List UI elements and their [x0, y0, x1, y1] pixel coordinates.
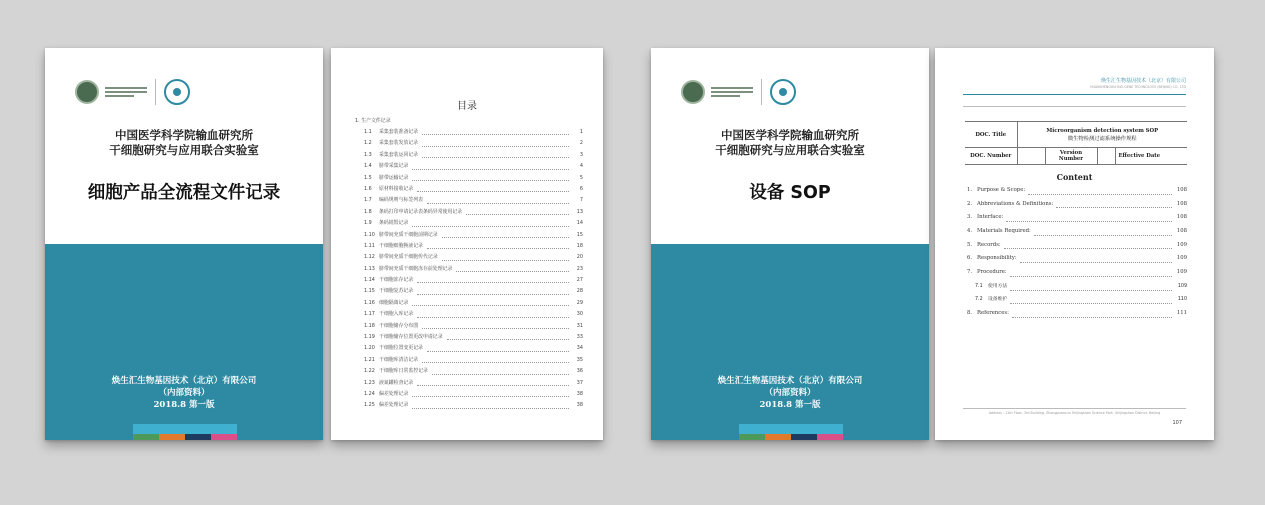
toc-entry-page: 31 — [576, 322, 583, 329]
toc-entry-number: 1.3 — [364, 151, 372, 158]
cover-page-sop — [651, 48, 929, 440]
toc-entry-label: 条码打印申请记录表条码异常使用记录 — [379, 208, 463, 215]
toc-entry-label: 干细胞位置变更记录 — [379, 345, 424, 352]
toc-entry — [355, 138, 583, 149]
toc-entry-label: 干细胞库清洁记录 — [379, 356, 419, 363]
leader-dots — [422, 328, 569, 329]
toc-entry-label: 偏差处理记录 — [379, 390, 409, 397]
toc-entry — [355, 218, 583, 229]
toc-entry-label: 采集套装发放记录 — [379, 140, 419, 147]
toc-entry-label: 脐带间充质干细胞冻存前处理记录 — [379, 265, 453, 272]
content-entry-page: 108 — [1176, 186, 1187, 193]
leader-dots — [422, 157, 569, 158]
toc-entry-page: 6 — [579, 185, 583, 192]
leader-dots — [1056, 207, 1172, 208]
version-value — [1097, 148, 1115, 165]
toc-entry-page: 18 — [576, 242, 583, 249]
content-entry-label: Procedure: — [977, 269, 1007, 276]
toc-entry-page: 34 — [576, 345, 583, 352]
logo-text-mark — [105, 87, 147, 97]
leader-dots — [412, 180, 569, 181]
institution-name: 中国医学科学院输血研究所 干细胞研究与应用联合实验室 — [715, 128, 865, 157]
toc-entry-page: 14 — [576, 220, 583, 227]
toc-entry-number: 1.13 — [364, 265, 375, 272]
content-entry — [967, 294, 1187, 308]
toc-entry-label: 脐带运输记录 — [379, 174, 409, 181]
toc-entry — [355, 400, 583, 411]
toc-entry-label: 干细胞库日常监控记录 — [379, 368, 428, 375]
doc-number-label: DOC. Number — [965, 148, 1017, 165]
toc-entry-label: 脐带间充质干细胞前期记录 — [379, 231, 438, 238]
toc-entry — [355, 366, 583, 377]
toc-entry-label: 干细胞入库记录 — [379, 311, 414, 318]
leader-dots — [1034, 235, 1172, 236]
leader-dots — [1010, 303, 1172, 304]
toc-entry-label: 干细胞储存分布图 — [379, 322, 419, 329]
toc-entry-number: 1.22 — [364, 368, 375, 375]
content-entry-page: 109 — [1176, 255, 1187, 262]
toc-entry-label: 脐带采集记录 — [379, 163, 409, 170]
toc-entry-number: 1.19 — [364, 334, 375, 341]
toc-entry-number: 1.8 — [364, 208, 372, 215]
toc-entry-number: 1.5 — [364, 174, 372, 181]
toc-entry-number: 1.25 — [364, 402, 375, 409]
leader-dots — [422, 146, 569, 147]
color-stripes — [739, 424, 843, 440]
toc-title: 目录 — [457, 101, 477, 112]
toc-entry — [355, 286, 583, 297]
sop-content-page — [935, 48, 1214, 440]
toc-entry-page: 13 — [576, 208, 583, 215]
content-entry-number: 1. — [967, 186, 973, 193]
content-entry-label: 设备维护 — [988, 297, 1008, 303]
institute-logo-icon — [681, 80, 705, 104]
content-entry — [967, 307, 1187, 321]
toc-entry — [355, 150, 583, 161]
cover-page-records — [45, 48, 323, 440]
toc-entry — [355, 298, 583, 309]
doc-title-label: DOC. Title — [965, 122, 1017, 148]
leader-dots — [417, 191, 569, 192]
leader-dots — [1012, 317, 1172, 318]
toc-entry-page: 30 — [576, 311, 583, 318]
doc-info-table — [965, 121, 1187, 165]
content-entry-number: 2. — [967, 200, 973, 207]
content-entry — [967, 184, 1187, 198]
toc-entry-label: 干细胞冻存记录 — [379, 277, 414, 284]
toc-entry-number: 1.17 — [364, 311, 375, 318]
toc-entry — [355, 332, 583, 343]
leader-dots — [412, 305, 569, 306]
content-entry-number: 4. — [967, 228, 973, 235]
toc-entry-page: 3 — [579, 151, 583, 158]
content-entry-label: Abbreviations & Definitions: — [977, 200, 1054, 207]
toc-entry-page: 38 — [576, 390, 583, 397]
logo-group — [75, 78, 190, 106]
toc-entry — [355, 275, 583, 286]
leader-dots — [417, 282, 569, 283]
toc-entry-page: 33 — [576, 334, 583, 341]
toc-entry-number: 1.14 — [364, 277, 375, 284]
header-company: 焕生汇生物基因技术（北京）有限公司 HUANSHENGHUI BIO-GENE TECHNOLOGY (BEIJING) CO., LTD — [1090, 78, 1186, 89]
content-entry-number: 5. — [967, 241, 973, 248]
toc-entry-number: 1.1 — [364, 128, 372, 135]
toc-entry-number: 1.6 — [364, 185, 372, 192]
content-entry-page: 109 — [1176, 269, 1187, 276]
toc-entry-number: 1.16 — [364, 299, 375, 306]
toc-entry-number: 1.18 — [364, 322, 375, 329]
toc-entry-number: 1.15 — [364, 288, 375, 295]
content-entry-page: 109 — [1177, 283, 1187, 289]
content-entry-page: 109 — [1176, 241, 1187, 248]
toc-entry-number: 1.4 — [364, 163, 372, 170]
content-entry-label: Purpose & Scope: — [977, 186, 1026, 193]
toc-entry-label: 细胞隔离记录 — [379, 299, 409, 306]
content-entry — [967, 252, 1187, 266]
toc-entry — [355, 355, 583, 366]
content-entry-number: 7.1 — [975, 283, 983, 289]
leader-dots — [442, 237, 569, 238]
lab-logo-icon — [770, 79, 796, 105]
footer-address: Address : 11th Floor, 3rd Building, Zhongguancun Shijingshan Science Park, Shijingshan District, Beijing — [988, 411, 1161, 415]
toc-entry-label: 脐带间充质干细胞传代记录 — [379, 254, 438, 261]
toc-entry-number: 1.21 — [364, 356, 375, 363]
content-entry-label: Responsibility: — [977, 255, 1017, 262]
leader-dots — [456, 271, 569, 272]
institute-logo-icon — [75, 80, 99, 104]
leader-dots — [422, 362, 569, 363]
toc-entry-page: 37 — [576, 379, 583, 386]
leader-dots — [427, 248, 569, 249]
leader-dots — [417, 385, 569, 386]
toc-entry — [355, 389, 583, 400]
toc-entry-number: 1.20 — [364, 345, 375, 352]
toc-entry-page: 38 — [576, 402, 583, 409]
doc-title-value: Microorganism detection system SOP 微生物检测过滤系统操作规程 — [1017, 122, 1187, 148]
toc-entry-number: 1.9 — [364, 220, 372, 227]
leader-dots — [422, 134, 569, 135]
content-entry-number: 7. — [967, 269, 973, 276]
leader-dots — [1010, 290, 1172, 291]
leader-dots — [412, 396, 569, 397]
toc-entry-label: 干细胞储存位置更改申请记录 — [379, 334, 443, 341]
toc-entry-page: 1 — [579, 128, 583, 135]
toc-entry — [355, 343, 583, 354]
toc-entry-page: 15 — [576, 231, 583, 238]
toc-entry-label: 干细胞细胞换液记录 — [379, 242, 424, 249]
toc-entry — [355, 378, 583, 389]
toc-entry — [355, 309, 583, 320]
footer-rule — [963, 408, 1186, 409]
content-entry-number: 3. — [967, 214, 973, 221]
toc-entry — [355, 127, 583, 138]
toc-list — [355, 115, 583, 412]
toc-entry-label: 偏差处理记录 — [379, 402, 409, 409]
version-label: Version Number — [1045, 148, 1097, 165]
toc-entry-page: 28 — [576, 288, 583, 295]
content-entry-page: 108 — [1176, 228, 1187, 235]
toc-entry — [355, 241, 583, 252]
content-entry — [967, 225, 1187, 239]
toc-entry-number: 1.23 — [364, 379, 375, 386]
toc-entry-number: 1.12 — [364, 254, 375, 261]
content-entry-label: Materials Required: — [977, 228, 1031, 235]
institution-name: 中国医学科学院输血研究所 干细胞研究与应用联合实验室 — [109, 128, 259, 157]
toc-entry-number: 1.24 — [364, 390, 375, 397]
leader-dots — [412, 408, 569, 409]
toc-entry-number: 1.11 — [364, 242, 375, 249]
leader-dots — [412, 226, 569, 227]
toc-entry-page: 27 — [576, 277, 583, 284]
toc-entry-label: 条码销毁记录 — [379, 220, 409, 227]
content-list — [967, 184, 1187, 321]
toc-entry-page: 4 — [579, 163, 583, 170]
toc-entry-page: 7 — [579, 197, 583, 204]
content-entry — [967, 280, 1187, 294]
toc-entry-page: 36 — [576, 368, 583, 375]
leader-dots — [432, 374, 569, 375]
content-entry-number: 8. — [967, 310, 973, 317]
content-entry — [967, 198, 1187, 212]
toc-entry-page: 35 — [576, 356, 583, 363]
toc-entry — [355, 264, 583, 275]
content-entry-page: 108 — [1176, 200, 1187, 207]
toc-entry — [355, 173, 583, 184]
toc-page — [331, 48, 603, 440]
leader-dots — [417, 294, 569, 295]
color-stripes — [133, 424, 237, 440]
toc-entry — [355, 195, 583, 206]
content-entry-label: 使用方法 — [988, 283, 1008, 289]
content-entry-number: 6. — [967, 255, 973, 262]
leader-dots — [417, 317, 569, 318]
effective-date-label: Effective Date — [1115, 148, 1187, 165]
logo-group — [681, 78, 796, 106]
toc-entry — [355, 207, 583, 218]
toc-entry-label: 原材料接收记录 — [379, 185, 414, 192]
lab-logo-icon — [164, 79, 190, 105]
content-entry — [967, 239, 1187, 253]
leader-dots — [412, 169, 569, 170]
content-entry-label: Interface: — [977, 214, 1004, 221]
leader-dots — [442, 260, 569, 261]
toc-entry-label: 编码规则与标签列表 — [379, 197, 424, 204]
leader-dots — [1020, 262, 1172, 263]
leader-dots — [1028, 194, 1172, 195]
content-entry-page: 110 — [1177, 297, 1187, 303]
company-block: 焕生汇生物基因技术（北京）有限公司 （内部资料） 2018.8 第一版 — [717, 376, 863, 410]
toc-entry — [355, 252, 583, 263]
toc-entry-label: 干细胞复苏记录 — [379, 288, 414, 295]
leader-dots — [427, 203, 569, 204]
leader-dots — [1006, 221, 1172, 222]
toc-entry-label: 采集套装运回记录 — [379, 151, 419, 158]
toc-entry-page: 23 — [576, 265, 583, 272]
toc-entry — [355, 321, 583, 332]
toc-entry-number: 1.2 — [364, 140, 372, 147]
toc-entry-page: 2 — [579, 140, 583, 147]
leader-dots — [1004, 248, 1172, 249]
company-block: 焕生汇生物基因技术（北京）有限公司 （内部资料） 2018.8 第一版 — [111, 376, 257, 410]
content-title: Content — [1056, 172, 1093, 182]
leader-dots — [427, 351, 569, 352]
content-entry-number: 7.2 — [975, 297, 983, 303]
cover-title: 细胞产品全流程文件记录 — [87, 183, 281, 203]
toc-entry-page: 20 — [576, 254, 583, 261]
cover-title: 设备 SOP — [749, 183, 831, 203]
logo-text-mark — [711, 87, 753, 97]
content-entry-page: 108 — [1176, 214, 1187, 221]
page-number: 107 — [1172, 420, 1182, 426]
toc-entry — [355, 184, 583, 195]
header-rule — [963, 94, 1186, 95]
doc-number-value — [1017, 148, 1045, 165]
toc-entry-number: 1.10 — [364, 231, 375, 238]
header-rule-thin — [963, 106, 1186, 107]
content-entry-page: 111 — [1176, 310, 1187, 317]
toc-entry — [355, 161, 583, 172]
toc-entry — [355, 230, 583, 241]
content-entry — [967, 211, 1187, 225]
content-entry-label: References: — [977, 310, 1009, 317]
leader-dots — [1010, 276, 1172, 277]
toc-entry-page: 5 — [579, 174, 583, 181]
toc-entry-number: 1.7 — [364, 197, 372, 204]
toc-entry-label: 采集套装准备记录 — [379, 128, 419, 135]
toc-entry-label: 液氮罐检查记录 — [379, 379, 414, 386]
toc-entry-page: 29 — [576, 299, 583, 306]
content-entry — [967, 266, 1187, 280]
toc-section-heading: 1. 生产文件记录 — [355, 118, 391, 124]
leader-dots — [466, 214, 569, 215]
content-entry-label: Records: — [977, 241, 1001, 248]
leader-dots — [447, 339, 569, 340]
